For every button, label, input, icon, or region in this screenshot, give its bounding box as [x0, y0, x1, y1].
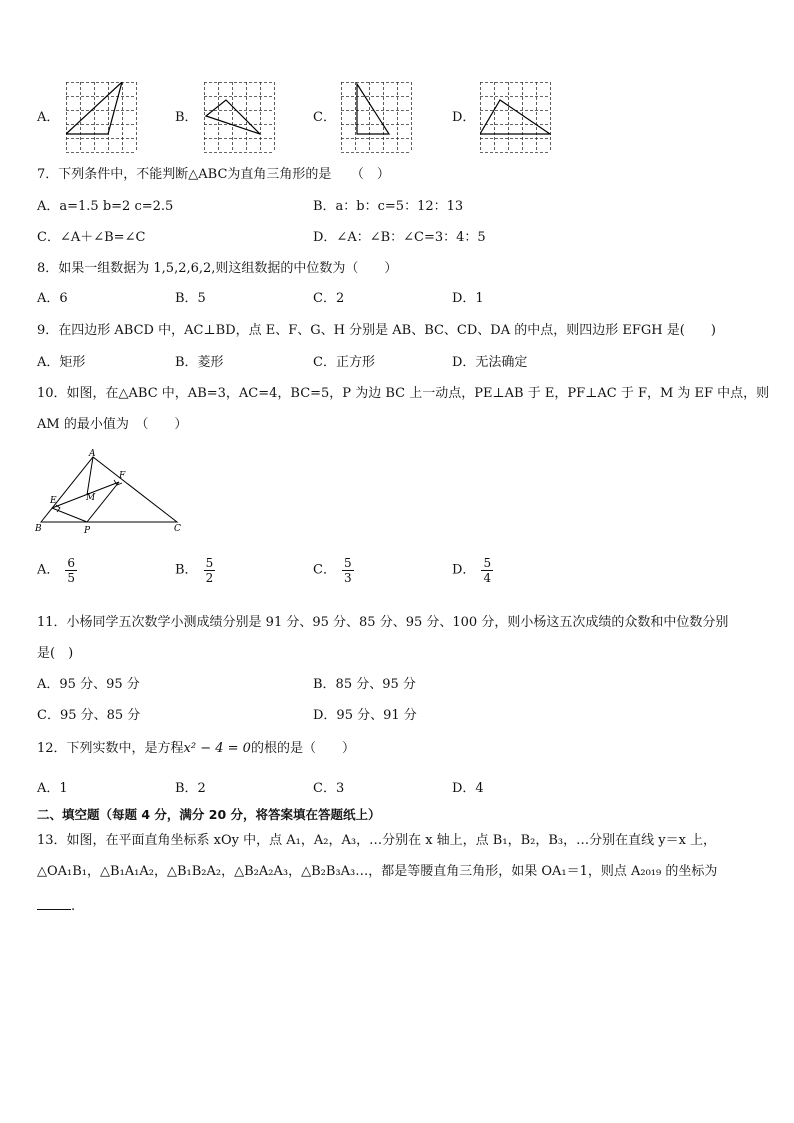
- q6-option-a-label: A．: [37, 110, 60, 125]
- q11-option-c: C．95 分、85 分: [37, 708, 141, 723]
- q11-option-b: B．85 分、95 分: [313, 677, 416, 692]
- q13-line1: 13．如图，在平面直角坐标系 xOy 中，点 A₁，A₂，A₃，…分别在 x 轴上，点 B₁，B₂，B₃，…分别在直线 y＝x 上，: [37, 833, 717, 848]
- q11-option-d: D．95 分、91 分: [313, 708, 417, 723]
- q12-option-a: A．1: [37, 781, 68, 796]
- q9-option-c: C．正方形: [313, 355, 375, 370]
- q8-option-d: D．1: [452, 291, 484, 306]
- q10-triangle-figure: [35, 447, 185, 535]
- q10-label-a: A: [89, 449, 96, 459]
- q7-option-a: A．a=1.5 b=2 c=2.5: [37, 199, 174, 214]
- q9-option-a: A．矩形: [37, 355, 86, 370]
- q7-option-d: D．∠A：∠B：∠C=3：4：5: [313, 230, 486, 245]
- q10-option-c: C． $\frac{5}{3}$: [313, 556, 352, 585]
- q9-stem: 9．在四边形 ABCD 中，AC⊥BD，点 E、F、G、H 分别是 AB、BC、CD、DA 的中点，则四边形 EFGH 是( ): [37, 323, 716, 338]
- q6-option-b-label: B．: [175, 110, 198, 125]
- q12-option-d: D．4: [452, 781, 484, 796]
- q10-label-p: P: [84, 526, 91, 535]
- q12-option-b: B．2: [175, 781, 206, 796]
- q10-option-a: A． $\frac{6}{5}$: [37, 556, 76, 585]
- q8-option-c: C．2: [313, 291, 345, 306]
- q8-stem: 8．如果一组数据为 1,5,2,6,2,则这组数据的中位数为（ ）: [37, 261, 398, 276]
- section-2-title: 二、填空题（每题 4 分，满分 20 分，将答案填在答题纸上）: [37, 807, 381, 822]
- q10-label-b: B: [35, 524, 42, 534]
- q10-label-e: E: [50, 496, 57, 506]
- q10-stem-line1: 10．如图，在△ABC 中，AB=3，AC=4，BC=5，P 为边 BC 上一动点，PE⊥AB 于 E，PF⊥AC 于 F，M 为 EF 中点，则: [37, 386, 770, 401]
- q10-stem-line2: AM 的最小值为 （ ）: [37, 417, 188, 432]
- q12-equation: x² − 4 = 0: [183, 741, 251, 756]
- q7-option-c: C．∠A＋∠B=∠C: [37, 230, 146, 245]
- q7-option-b: B．a：b：c=5：12：13: [313, 199, 464, 214]
- q6-option-c-figure: [341, 82, 412, 153]
- q6-option-d-label: D．: [452, 110, 476, 125]
- q9-option-b: B．菱形: [175, 355, 224, 370]
- q6-option-b-figure: [204, 82, 275, 153]
- q13-answer-line: .: [37, 897, 75, 916]
- q6-option-d-figure: [480, 82, 551, 153]
- q7-stem: 7．下列条件中，不能判断△ABC为直角三角形的是 （ ）: [37, 167, 390, 182]
- q10-label-m: M: [86, 493, 96, 503]
- q13-line2: △OA₁B₁，△B₁A₁A₂，△B₁B₂A₂，△B₂A₂A₃，△B₂B₃A₃…，都是等腰直角三角形，如果 OA₁＝1，则点 A₂₀₁₉ 的坐标为: [37, 864, 718, 879]
- q6-option-a-figure: [66, 82, 137, 153]
- q10-label-f: F: [119, 471, 126, 481]
- q9-option-d: D．无法确定: [452, 355, 528, 370]
- q11-stem-line2: 是( ): [37, 646, 74, 661]
- q10-option-b: B． $\frac{5}{2}$: [175, 556, 214, 585]
- q11-stem-line1: 11．小杨同学五次数学小测成绩分别是 91 分、95 分、85 分、95 分、100 分，则小杨这五次成绩的众数和中位数分别: [37, 615, 729, 630]
- q6-option-c-label: C．: [313, 110, 336, 125]
- q12-stem: 12．下列实数中，是方程x² − 4 = 0的根的是（ ）: [37, 741, 355, 756]
- q8-option-b: B．5: [175, 291, 206, 306]
- q10-option-d: D． $\frac{5}{4}$: [452, 556, 492, 585]
- q12-option-c: C．3: [313, 781, 345, 796]
- q10-label-c: C: [174, 524, 181, 534]
- q11-option-a: A．95 分、95 分: [37, 677, 140, 692]
- q13-answer-blank[interactable]: [37, 897, 71, 910]
- q8-option-a: A．6: [37, 291, 68, 306]
